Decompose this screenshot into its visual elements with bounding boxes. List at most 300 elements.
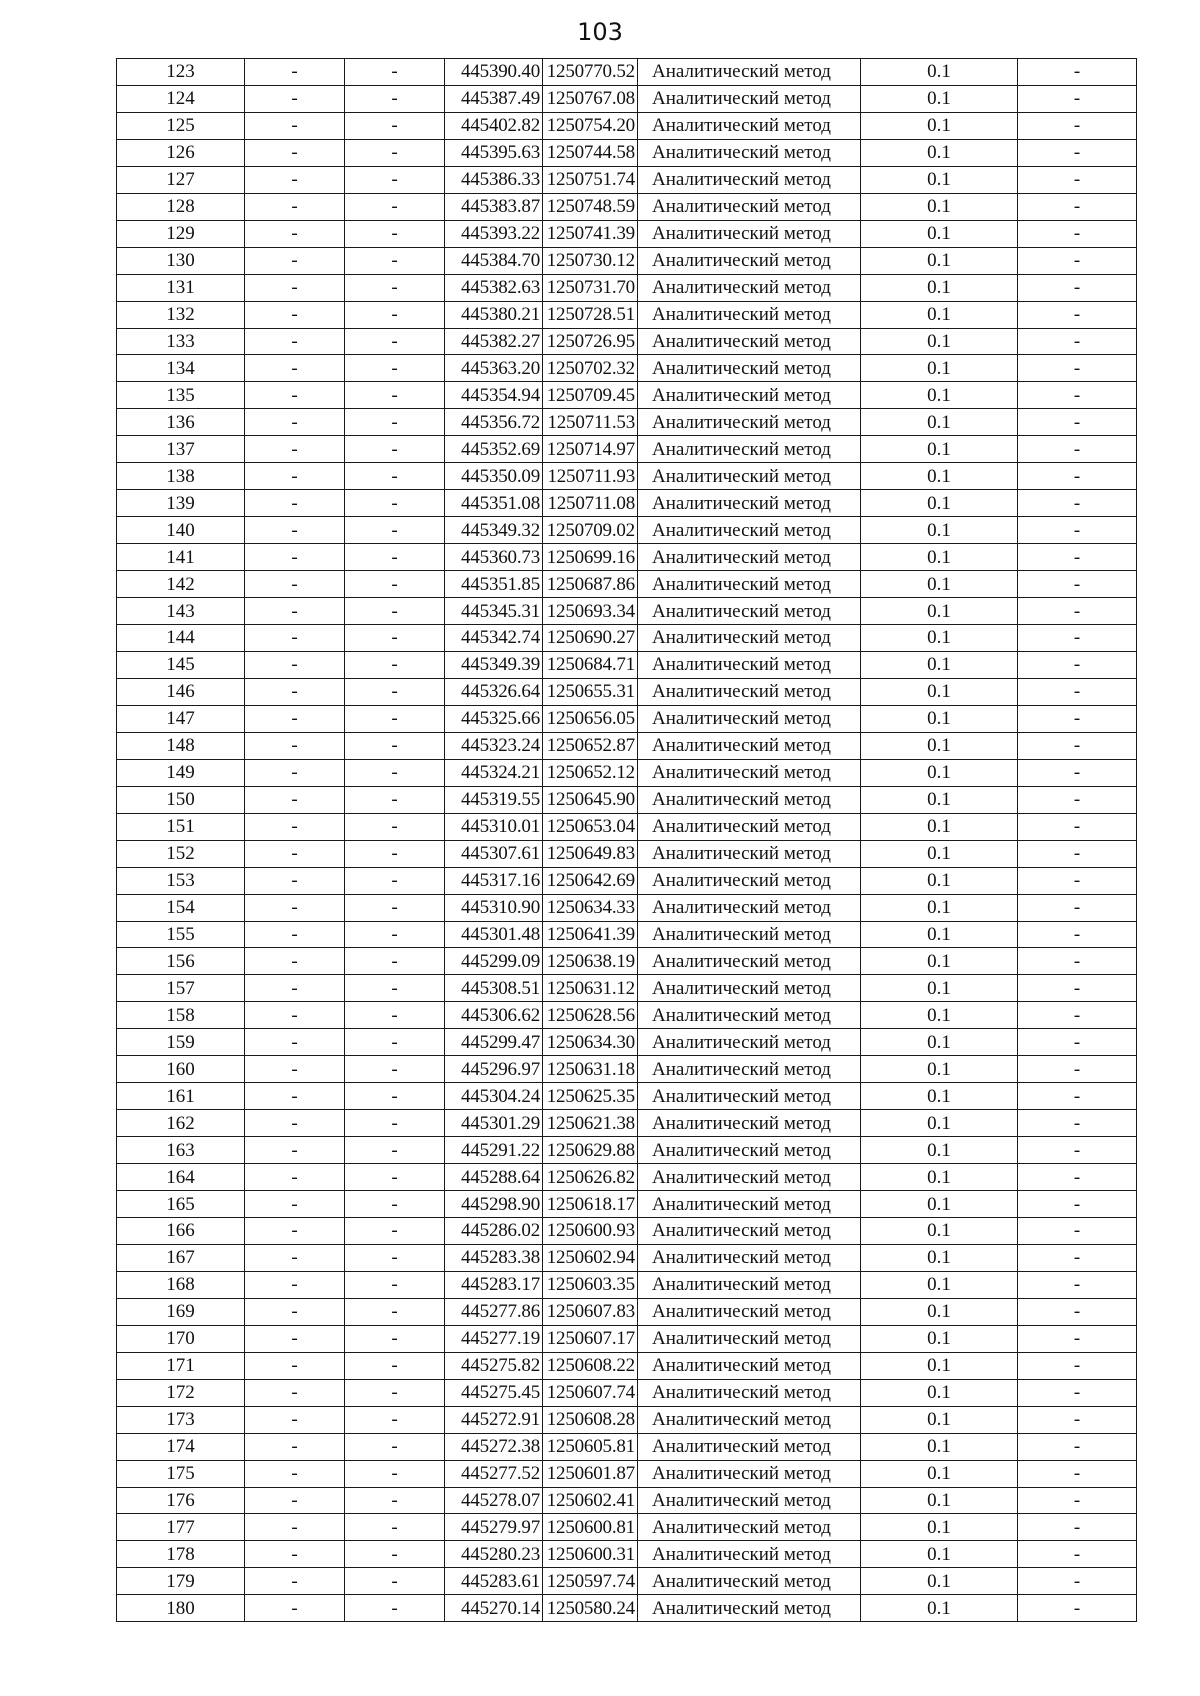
- empty-value-cell: -: [1018, 490, 1137, 517]
- empty-value-cell: -: [345, 1244, 445, 1271]
- point-number-cell: 150: [117, 786, 245, 813]
- empty-value-cell: -: [345, 1056, 445, 1083]
- method-cell: Аналитический метод: [638, 193, 861, 220]
- accuracy-cell: 0.1: [861, 813, 1018, 840]
- point-number-cell: 153: [117, 867, 245, 894]
- coordinate-y-cell: 1250600.93: [543, 1217, 638, 1244]
- coordinate-y-cell: 1250641.39: [543, 921, 638, 948]
- point-number-cell: 138: [117, 463, 245, 490]
- empty-value-cell: -: [345, 1083, 445, 1110]
- point-number-cell: 174: [117, 1433, 245, 1460]
- coordinate-y-cell: 1250744.58: [543, 139, 638, 166]
- coordinate-y-cell: 1250600.31: [543, 1541, 638, 1568]
- table-row: [117, 894, 1137, 921]
- empty-value-cell: -: [1018, 1298, 1137, 1325]
- coordinate-x-cell: 445352.69: [445, 436, 543, 463]
- empty-value-cell: -: [245, 1352, 345, 1379]
- table-row: [117, 1325, 1137, 1352]
- method-cell: Аналитический метод: [638, 813, 861, 840]
- accuracy-cell: 0.1: [861, 490, 1018, 517]
- point-number-cell: 134: [117, 355, 245, 382]
- coordinate-y-cell: 1250638.19: [543, 948, 638, 975]
- accuracy-cell: 0.1: [861, 1460, 1018, 1487]
- accuracy-cell: 0.1: [861, 409, 1018, 436]
- coordinate-y-cell: 1250605.81: [543, 1433, 638, 1460]
- table-row: [117, 328, 1137, 355]
- empty-value-cell: -: [1018, 813, 1137, 840]
- empty-value-cell: -: [1018, 436, 1137, 463]
- empty-value-cell: -: [1018, 193, 1137, 220]
- table-row: [117, 1191, 1137, 1218]
- empty-value-cell: -: [1018, 328, 1137, 355]
- point-number-cell: 165: [117, 1191, 245, 1218]
- coordinate-y-cell: 1250702.32: [543, 355, 638, 382]
- accuracy-cell: 0.1: [861, 571, 1018, 598]
- empty-value-cell: -: [345, 274, 445, 301]
- point-number-cell: 136: [117, 409, 245, 436]
- table-row: [117, 867, 1137, 894]
- method-cell: Аналитический метод: [638, 732, 861, 759]
- coordinate-x-cell: 445402.82: [445, 112, 543, 139]
- method-cell: Аналитический метод: [638, 948, 861, 975]
- method-cell: Аналитический метод: [638, 544, 861, 571]
- table-row: [117, 1541, 1137, 1568]
- coordinate-x-cell: 445383.87: [445, 193, 543, 220]
- point-number-cell: 132: [117, 301, 245, 328]
- coordinate-x-cell: 445386.33: [445, 166, 543, 193]
- point-number-cell: 159: [117, 1029, 245, 1056]
- coordinate-y-cell: 1250625.35: [543, 1083, 638, 1110]
- coordinate-y-cell: 1250711.53: [543, 409, 638, 436]
- empty-value-cell: -: [245, 1137, 345, 1164]
- accuracy-cell: 0.1: [861, 1541, 1018, 1568]
- coordinate-y-cell: 1250628.56: [543, 1002, 638, 1029]
- empty-value-cell: -: [345, 139, 445, 166]
- coordinate-x-cell: 445299.09: [445, 948, 543, 975]
- empty-value-cell: -: [345, 1137, 445, 1164]
- point-number-cell: 170: [117, 1325, 245, 1352]
- coordinate-x-cell: 445278.07: [445, 1487, 543, 1514]
- accuracy-cell: 0.1: [861, 1217, 1018, 1244]
- method-cell: Аналитический метод: [638, 625, 861, 652]
- accuracy-cell: 0.1: [861, 625, 1018, 652]
- method-cell: Аналитический метод: [638, 1379, 861, 1406]
- coordinate-x-cell: 445280.23: [445, 1541, 543, 1568]
- method-cell: Аналитический метод: [638, 1217, 861, 1244]
- empty-value-cell: -: [1018, 1217, 1137, 1244]
- coordinate-y-cell: 1250597.74: [543, 1568, 638, 1595]
- coordinate-x-cell: 445319.55: [445, 786, 543, 813]
- coordinate-x-cell: 445306.62: [445, 1002, 543, 1029]
- accuracy-cell: 0.1: [861, 112, 1018, 139]
- method-cell: Аналитический метод: [638, 678, 861, 705]
- empty-value-cell: -: [1018, 759, 1137, 786]
- accuracy-cell: 0.1: [861, 598, 1018, 625]
- empty-value-cell: -: [1018, 1352, 1137, 1379]
- empty-value-cell: -: [1018, 921, 1137, 948]
- empty-value-cell: -: [245, 193, 345, 220]
- point-number-cell: 151: [117, 813, 245, 840]
- method-cell: Аналитический метод: [638, 1056, 861, 1083]
- point-number-cell: 157: [117, 975, 245, 1002]
- method-cell: Аналитический метод: [638, 301, 861, 328]
- coordinate-x-cell: 445283.17: [445, 1271, 543, 1298]
- empty-value-cell: -: [245, 571, 345, 598]
- empty-value-cell: -: [1018, 139, 1137, 166]
- table-row: [117, 1083, 1137, 1110]
- empty-value-cell: -: [245, 867, 345, 894]
- point-number-cell: 177: [117, 1514, 245, 1541]
- table-row: [117, 921, 1137, 948]
- method-cell: Аналитический метод: [638, 274, 861, 301]
- accuracy-cell: 0.1: [861, 436, 1018, 463]
- method-cell: Аналитический метод: [638, 490, 861, 517]
- coordinate-x-cell: 445326.64: [445, 678, 543, 705]
- coordinate-x-cell: 445296.97: [445, 1056, 543, 1083]
- empty-value-cell: -: [245, 840, 345, 867]
- empty-value-cell: -: [245, 1002, 345, 1029]
- table-row: [117, 1137, 1137, 1164]
- empty-value-cell: -: [1018, 1137, 1137, 1164]
- coordinate-y-cell: 1250711.93: [543, 463, 638, 490]
- empty-value-cell: -: [245, 678, 345, 705]
- empty-value-cell: -: [245, 1379, 345, 1406]
- empty-value-cell: -: [345, 382, 445, 409]
- accuracy-cell: 0.1: [861, 517, 1018, 544]
- table-row: [117, 1271, 1137, 1298]
- point-number-cell: 179: [117, 1568, 245, 1595]
- empty-value-cell: -: [345, 1217, 445, 1244]
- empty-value-cell: -: [245, 705, 345, 732]
- empty-value-cell: -: [1018, 786, 1137, 813]
- accuracy-cell: 0.1: [861, 975, 1018, 1002]
- empty-value-cell: -: [345, 247, 445, 274]
- point-number-cell: 148: [117, 732, 245, 759]
- empty-value-cell: -: [345, 1568, 445, 1595]
- coordinate-y-cell: 1250754.20: [543, 112, 638, 139]
- accuracy-cell: 0.1: [861, 1137, 1018, 1164]
- empty-value-cell: -: [1018, 975, 1137, 1002]
- table-row: [117, 1352, 1137, 1379]
- table-row: [117, 1568, 1137, 1595]
- table-row: [117, 463, 1137, 490]
- accuracy-cell: 0.1: [861, 274, 1018, 301]
- method-cell: Аналитический метод: [638, 1110, 861, 1137]
- coordinate-y-cell: 1250767.08: [543, 85, 638, 112]
- empty-value-cell: -: [245, 1595, 345, 1622]
- empty-value-cell: -: [245, 490, 345, 517]
- coordinate-y-cell: 1250655.31: [543, 678, 638, 705]
- coordinate-x-cell: 445298.90: [445, 1191, 543, 1218]
- empty-value-cell: -: [245, 813, 345, 840]
- empty-value-cell: -: [1018, 274, 1137, 301]
- coordinate-y-cell: 1250603.35: [543, 1271, 638, 1298]
- method-cell: Аналитический метод: [638, 436, 861, 463]
- empty-value-cell: -: [245, 1298, 345, 1325]
- table-row: [117, 436, 1137, 463]
- empty-value-cell: -: [1018, 705, 1137, 732]
- point-number-cell: 178: [117, 1541, 245, 1568]
- empty-value-cell: -: [345, 1541, 445, 1568]
- empty-value-cell: -: [345, 813, 445, 840]
- empty-value-cell: -: [1018, 355, 1137, 382]
- coordinate-y-cell: 1250602.94: [543, 1244, 638, 1271]
- empty-value-cell: -: [1018, 1568, 1137, 1595]
- coordinate-x-cell: 445382.27: [445, 328, 543, 355]
- empty-value-cell: -: [1018, 651, 1137, 678]
- empty-value-cell: -: [1018, 1433, 1137, 1460]
- table-row: [117, 1002, 1137, 1029]
- empty-value-cell: -: [245, 1110, 345, 1137]
- coordinate-x-cell: 445360.73: [445, 544, 543, 571]
- point-number-cell: 142: [117, 571, 245, 598]
- empty-value-cell: -: [1018, 1325, 1137, 1352]
- coordinates-table: [116, 58, 1137, 1622]
- table-row: [117, 1379, 1137, 1406]
- empty-value-cell: -: [1018, 1164, 1137, 1191]
- empty-value-cell: -: [245, 139, 345, 166]
- empty-value-cell: -: [1018, 948, 1137, 975]
- empty-value-cell: -: [1018, 1379, 1137, 1406]
- method-cell: Аналитический метод: [638, 1002, 861, 1029]
- coordinate-y-cell: 1250634.33: [543, 894, 638, 921]
- coordinate-y-cell: 1250645.90: [543, 786, 638, 813]
- empty-value-cell: -: [345, 490, 445, 517]
- point-number-cell: 171: [117, 1352, 245, 1379]
- coordinate-x-cell: 445283.38: [445, 1244, 543, 1271]
- coordinate-x-cell: 445317.16: [445, 867, 543, 894]
- empty-value-cell: -: [345, 867, 445, 894]
- accuracy-cell: 0.1: [861, 139, 1018, 166]
- accuracy-cell: 0.1: [861, 1568, 1018, 1595]
- empty-value-cell: -: [345, 1110, 445, 1137]
- table-row: [117, 193, 1137, 220]
- coordinate-x-cell: 445363.20: [445, 355, 543, 382]
- method-cell: Аналитический метод: [638, 1191, 861, 1218]
- coordinate-x-cell: 445387.49: [445, 85, 543, 112]
- point-number-cell: 166: [117, 1217, 245, 1244]
- empty-value-cell: -: [345, 85, 445, 112]
- method-cell: Аналитический метод: [638, 139, 861, 166]
- point-number-cell: 147: [117, 705, 245, 732]
- table-row: [117, 355, 1137, 382]
- table-row: [117, 490, 1137, 517]
- table-row: [117, 678, 1137, 705]
- point-number-cell: 137: [117, 436, 245, 463]
- empty-value-cell: -: [345, 1191, 445, 1218]
- empty-value-cell: -: [1018, 1083, 1137, 1110]
- empty-value-cell: -: [345, 1352, 445, 1379]
- point-number-cell: 149: [117, 759, 245, 786]
- table-row: [117, 1487, 1137, 1514]
- point-number-cell: 169: [117, 1298, 245, 1325]
- accuracy-cell: 0.1: [861, 1406, 1018, 1433]
- point-number-cell: 161: [117, 1083, 245, 1110]
- coordinate-x-cell: 445288.64: [445, 1164, 543, 1191]
- method-cell: Аналитический метод: [638, 921, 861, 948]
- table-row: [117, 840, 1137, 867]
- table-row: [117, 948, 1137, 975]
- coordinate-x-cell: 445390.40: [445, 59, 543, 86]
- empty-value-cell: -: [345, 598, 445, 625]
- empty-value-cell: -: [245, 436, 345, 463]
- point-number-cell: 129: [117, 220, 245, 247]
- empty-value-cell: -: [245, 220, 345, 247]
- accuracy-cell: 0.1: [861, 1271, 1018, 1298]
- table-row: [117, 247, 1137, 274]
- accuracy-cell: 0.1: [861, 651, 1018, 678]
- method-cell: Аналитический метод: [638, 1514, 861, 1541]
- point-number-cell: 135: [117, 382, 245, 409]
- table-row: [117, 1460, 1137, 1487]
- empty-value-cell: -: [345, 786, 445, 813]
- empty-value-cell: -: [345, 301, 445, 328]
- empty-value-cell: -: [245, 355, 345, 382]
- empty-value-cell: -: [1018, 571, 1137, 598]
- empty-value-cell: -: [245, 1164, 345, 1191]
- coordinate-y-cell: 1250631.18: [543, 1056, 638, 1083]
- accuracy-cell: 0.1: [861, 166, 1018, 193]
- coordinate-y-cell: 1250602.41: [543, 1487, 638, 1514]
- empty-value-cell: -: [245, 1487, 345, 1514]
- method-cell: Аналитический метод: [638, 85, 861, 112]
- point-number-cell: 141: [117, 544, 245, 571]
- table-row: [117, 1244, 1137, 1271]
- coordinate-x-cell: 445393.22: [445, 220, 543, 247]
- coordinate-y-cell: 1250634.30: [543, 1029, 638, 1056]
- coordinate-y-cell: 1250687.86: [543, 571, 638, 598]
- method-cell: Аналитический метод: [638, 112, 861, 139]
- empty-value-cell: -: [245, 1083, 345, 1110]
- table-row: [117, 1110, 1137, 1137]
- empty-value-cell: -: [245, 948, 345, 975]
- empty-value-cell: -: [1018, 544, 1137, 571]
- empty-value-cell: -: [1018, 678, 1137, 705]
- coordinate-y-cell: 1250601.87: [543, 1460, 638, 1487]
- empty-value-cell: -: [245, 517, 345, 544]
- empty-value-cell: -: [245, 651, 345, 678]
- table-row: [117, 1029, 1137, 1056]
- empty-value-cell: -: [245, 112, 345, 139]
- coordinate-x-cell: 445279.97: [445, 1514, 543, 1541]
- coordinate-y-cell: 1250711.08: [543, 490, 638, 517]
- coordinate-x-cell: 445283.61: [445, 1568, 543, 1595]
- empty-value-cell: -: [1018, 1541, 1137, 1568]
- accuracy-cell: 0.1: [861, 85, 1018, 112]
- table-row: [117, 786, 1137, 813]
- coordinate-y-cell: 1250607.74: [543, 1379, 638, 1406]
- coordinate-y-cell: 1250693.34: [543, 598, 638, 625]
- coordinate-y-cell: 1250580.24: [543, 1595, 638, 1622]
- method-cell: Аналитический метод: [638, 894, 861, 921]
- empty-value-cell: -: [345, 355, 445, 382]
- coordinate-x-cell: 445324.21: [445, 759, 543, 786]
- accuracy-cell: 0.1: [861, 678, 1018, 705]
- coordinate-y-cell: 1250656.05: [543, 705, 638, 732]
- empty-value-cell: -: [1018, 1406, 1137, 1433]
- table-row: [117, 1056, 1137, 1083]
- table-row: [117, 274, 1137, 301]
- point-number-cell: 164: [117, 1164, 245, 1191]
- accuracy-cell: 0.1: [861, 1433, 1018, 1460]
- empty-value-cell: -: [245, 382, 345, 409]
- coordinate-x-cell: 445356.72: [445, 409, 543, 436]
- empty-value-cell: -: [245, 85, 345, 112]
- empty-value-cell: -: [245, 166, 345, 193]
- coordinate-x-cell: 445277.86: [445, 1298, 543, 1325]
- empty-value-cell: -: [245, 1325, 345, 1352]
- method-cell: Аналитический метод: [638, 1595, 861, 1622]
- method-cell: Аналитический метод: [638, 1164, 861, 1191]
- point-number-cell: 128: [117, 193, 245, 220]
- accuracy-cell: 0.1: [861, 867, 1018, 894]
- empty-value-cell: -: [345, 921, 445, 948]
- empty-value-cell: -: [345, 220, 445, 247]
- point-number-cell: 156: [117, 948, 245, 975]
- point-number-cell: 133: [117, 328, 245, 355]
- empty-value-cell: -: [345, 409, 445, 436]
- accuracy-cell: 0.1: [861, 1083, 1018, 1110]
- empty-value-cell: -: [345, 1487, 445, 1514]
- method-cell: Аналитический метод: [638, 840, 861, 867]
- method-cell: Аналитический метод: [638, 705, 861, 732]
- coordinate-y-cell: 1250731.70: [543, 274, 638, 301]
- coordinate-y-cell: 1250690.27: [543, 625, 638, 652]
- empty-value-cell: -: [245, 59, 345, 86]
- point-number-cell: 131: [117, 274, 245, 301]
- accuracy-cell: 0.1: [861, 544, 1018, 571]
- method-cell: Аналитический метод: [638, 598, 861, 625]
- empty-value-cell: -: [245, 301, 345, 328]
- empty-value-cell: -: [245, 1029, 345, 1056]
- method-cell: Аналитический метод: [638, 867, 861, 894]
- coordinate-y-cell: 1250699.16: [543, 544, 638, 571]
- empty-value-cell: -: [345, 975, 445, 1002]
- method-cell: Аналитический метод: [638, 328, 861, 355]
- empty-value-cell: -: [245, 598, 345, 625]
- coordinate-y-cell: 1250608.22: [543, 1352, 638, 1379]
- empty-value-cell: -: [1018, 301, 1137, 328]
- point-number-cell: 168: [117, 1271, 245, 1298]
- coordinate-y-cell: 1250730.12: [543, 247, 638, 274]
- empty-value-cell: -: [1018, 382, 1137, 409]
- empty-value-cell: -: [245, 625, 345, 652]
- point-number-cell: 140: [117, 517, 245, 544]
- accuracy-cell: 0.1: [861, 1002, 1018, 1029]
- method-cell: Аналитический метод: [638, 1083, 861, 1110]
- empty-value-cell: -: [1018, 867, 1137, 894]
- empty-value-cell: -: [245, 1541, 345, 1568]
- empty-value-cell: -: [345, 544, 445, 571]
- coordinate-x-cell: 445342.74: [445, 625, 543, 652]
- coordinate-y-cell: 1250714.97: [543, 436, 638, 463]
- empty-value-cell: -: [245, 1217, 345, 1244]
- empty-value-cell: -: [345, 328, 445, 355]
- coordinate-y-cell: 1250618.17: [543, 1191, 638, 1218]
- empty-value-cell: -: [1018, 1460, 1137, 1487]
- method-cell: Аналитический метод: [638, 571, 861, 598]
- coordinate-y-cell: 1250728.51: [543, 301, 638, 328]
- table-body: [117, 59, 1137, 1622]
- point-number-cell: 127: [117, 166, 245, 193]
- coordinate-y-cell: 1250608.28: [543, 1406, 638, 1433]
- empty-value-cell: -: [1018, 894, 1137, 921]
- accuracy-cell: 0.1: [861, 921, 1018, 948]
- method-cell: Аналитический метод: [638, 382, 861, 409]
- point-number-cell: 175: [117, 1460, 245, 1487]
- method-cell: Аналитический метод: [638, 1325, 861, 1352]
- accuracy-cell: 0.1: [861, 894, 1018, 921]
